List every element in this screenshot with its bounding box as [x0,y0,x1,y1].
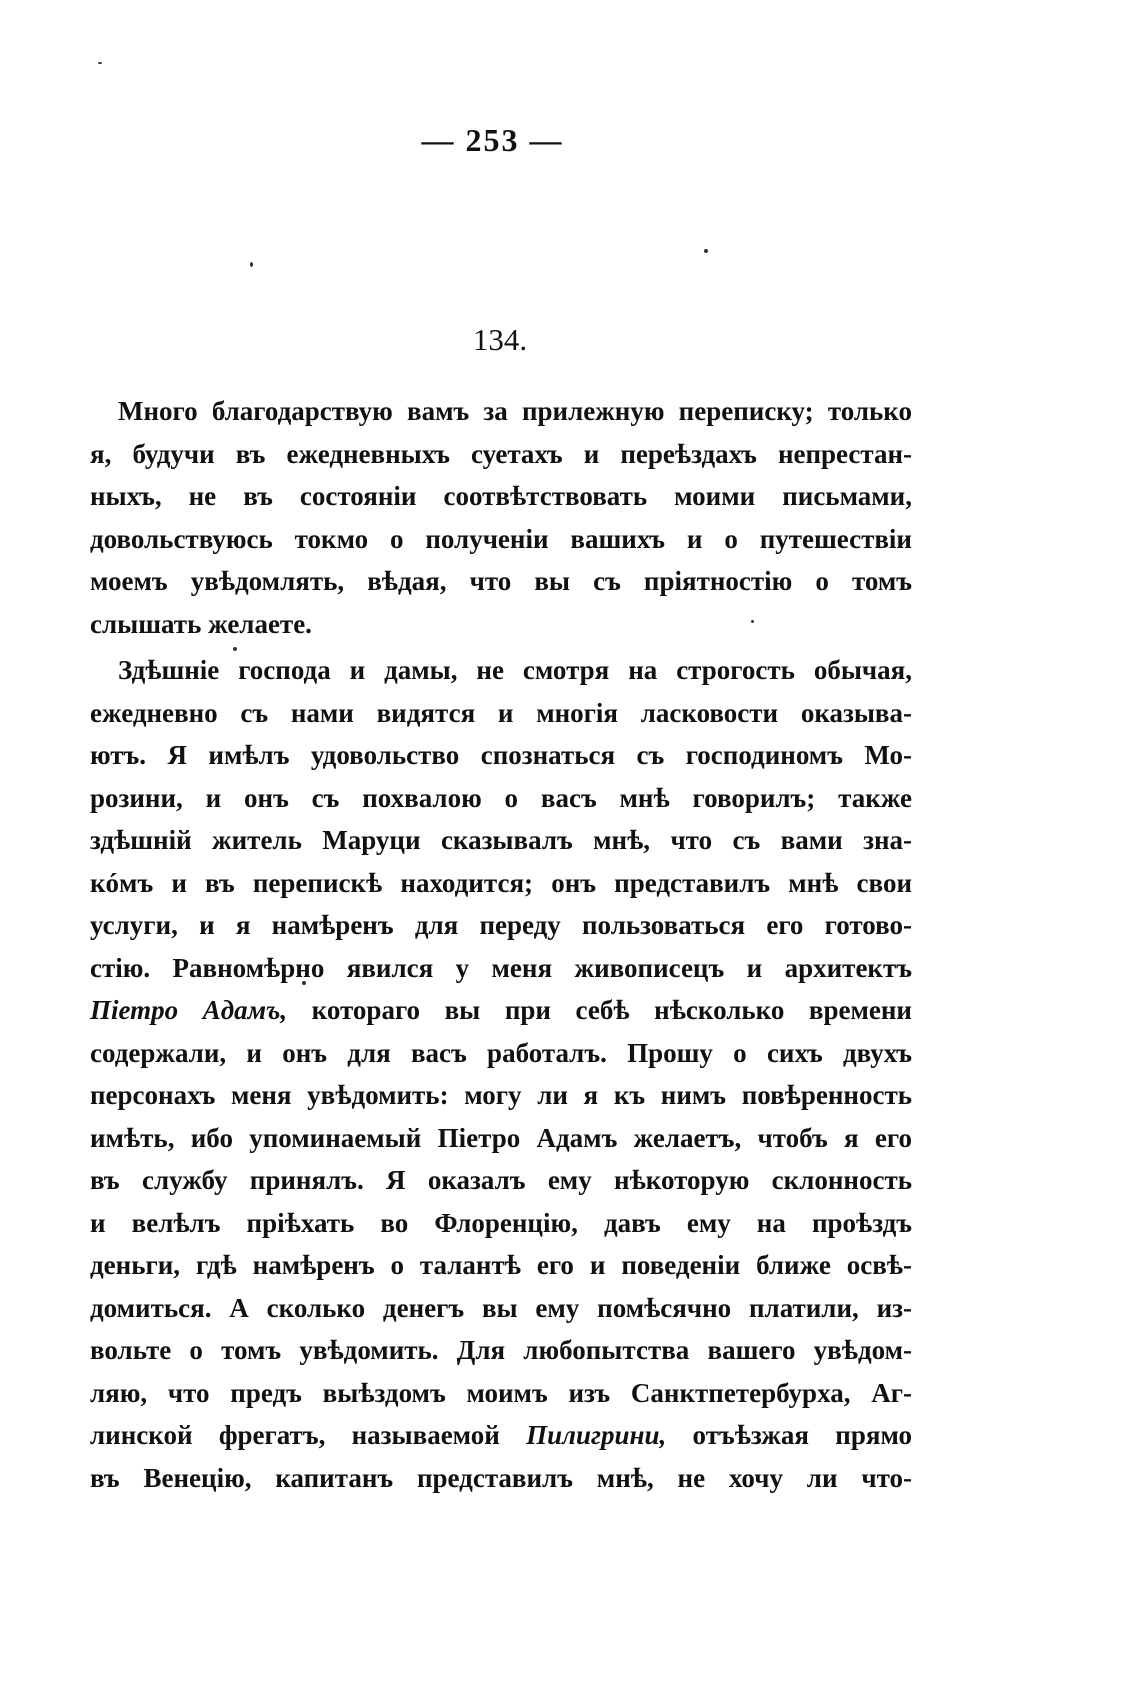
ink-speck [98,62,102,64]
text-line: кóмъ и въ перепискѣ находится; онъ представилъ мнѣ свои [90,867,912,898]
text-line: здѣшній житель Маруци сказывалъ мнѣ, что съ вами зна- [90,825,912,855]
page-number: — 253 — [421,122,564,158]
text-line: Здѣшніе господа и дамы, не смотря на строгость обычая, [118,655,912,685]
ink-speck [250,262,253,267]
text-line: вольте о томъ увѣдомить. Для любопытства вашего увѣдом- [90,1335,912,1365]
ink-speck [704,249,708,253]
text-segment: отъѣзжая прямо [666,1420,912,1450]
text-line: ляю, что предъ выѣздомъ моимъ изъ Санктпетербурха, Аг- [90,1377,912,1408]
text-line: домиться. А сколько денегъ вы ему помѣсячно платили, из- [90,1292,912,1323]
text-line: услуги, и я намѣренъ для переду пользоваться его готово- [90,910,912,940]
text-line: имѣть, ибо упоминаемый Піетро Адамъ желаетъ, чтобъ я его [90,1122,912,1153]
text-line: ютъ. Я имѣлъ удовольство спознаться съ господиномъ Мо- [90,740,912,770]
text-line: въ службу принялъ. Я оказалъ ему нѣкоторую склонность [90,1165,912,1195]
text-line: ныхъ, не въ состояніи соотвѣтствовать моими письмами, [90,481,912,511]
letter-number: 134. [472,322,528,357]
italic-name: Піетро Адамъ, [90,995,288,1025]
text-line [90,989,912,1032]
text-line: въ Венецію, капитанъ представилъ мнѣ, не хочу ли что- [90,1462,912,1493]
text-line: слышать желаете. [90,608,312,639]
text-line: деньги, гдѣ намѣренъ о талантѣ его и поведеніи ближе освѣ- [90,1250,912,1280]
text-line: я, будучи въ ежедневныхъ суетахъ и переѣздахъ непрестан- [90,438,912,469]
text-line: Много благодарствую вамъ за прилежную переписку; только [118,396,912,426]
text-segment: котораго вы при себѣ нѣсколько времени [287,995,912,1025]
text-line: довольствуюсь токмо о полученіи вашихъ и о путешествіи [90,523,912,554]
text-line: стію. Равномѣрно явился у меня живописецъ и архитектъ [90,952,912,983]
text-line [90,1414,912,1457]
text-segment: линской фрегатъ, называемой [90,1420,527,1450]
text-line: персонахъ меня увѣдомить: могу ли я къ нимъ повѣренность [90,1080,912,1110]
letter-body [90,390,912,1499]
text-line: содержали, и онъ для васъ работалъ. Прошу о сихъ двухъ [90,1037,912,1068]
paragraph-1 [90,390,912,645]
text-line: ежедневно съ нами видятся и многія ласковости оказыва- [90,697,912,728]
text-line: моемъ увѣдомлять, вѣдая, что вы съ пріятностію о томъ [90,566,912,596]
italic-name: Пилигрини, [526,1420,667,1450]
text-line: и велѣлъ пріѣхать во Флоренцію, давъ ему на проѣздъ [90,1207,912,1238]
paragraph-2 [90,649,912,1499]
text-line: розини, и онъ съ похвалою о васъ мнѣ говорилъ; также [90,782,912,813]
